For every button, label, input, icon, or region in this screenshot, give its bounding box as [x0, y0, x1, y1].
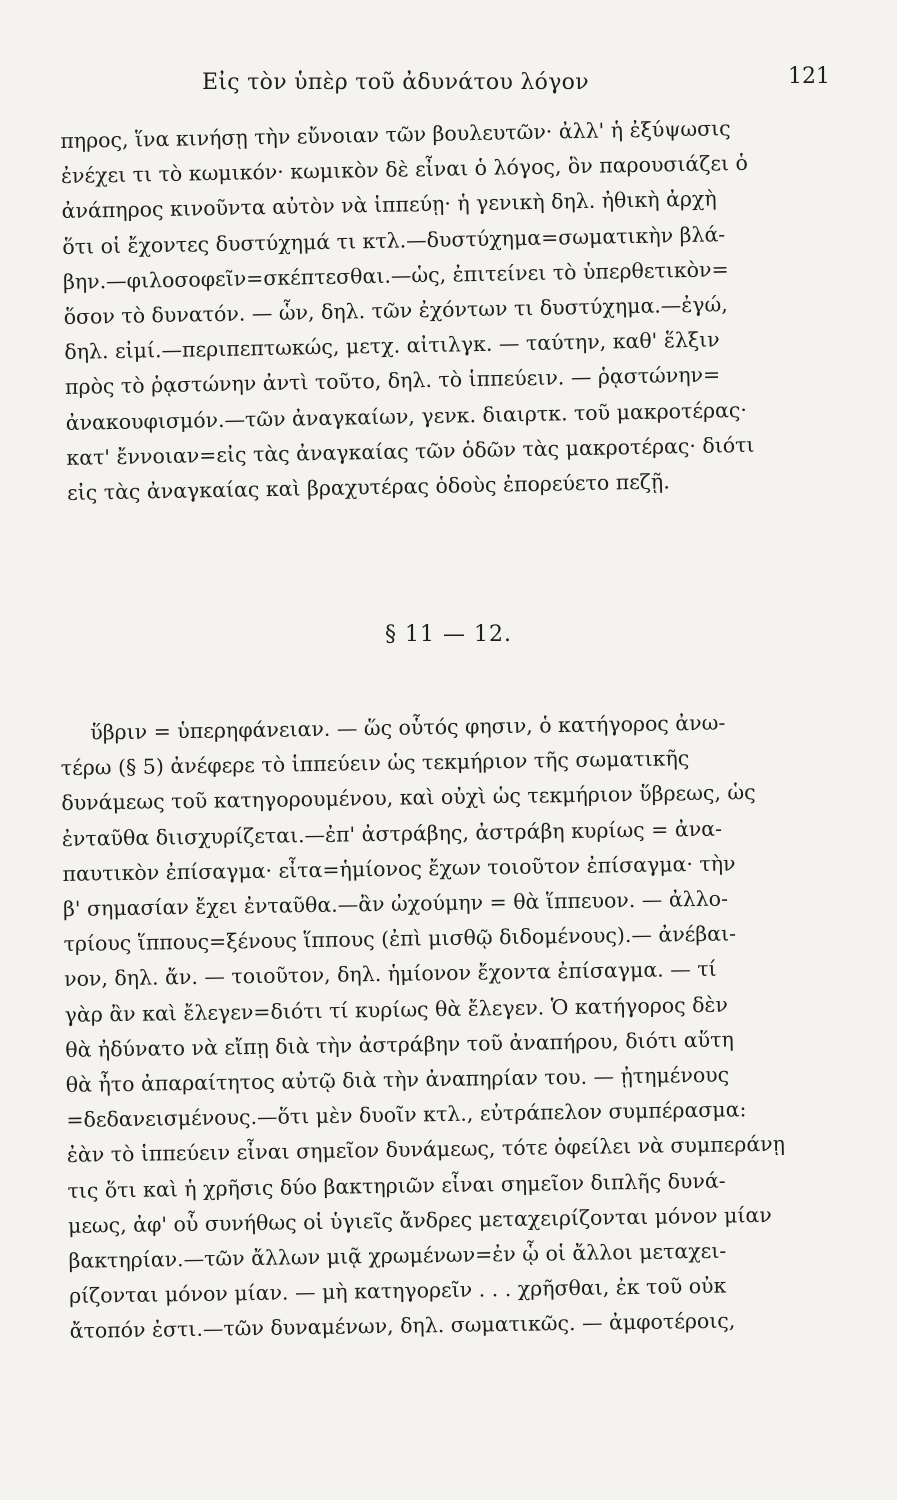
text-line: ἀνακουφισμόν.—τῶν ἀναγκαίων, γενκ. διαιρτκ. τοῦ μακροτέρας· [65, 397, 748, 435]
text-line: βακτηρίαν.—τῶν ἄλλων μιᾷ χρωμένων=ἐν ᾧ οἱ ἄλλοι μεταχει- [68, 1238, 727, 1273]
text-line: τρίους ἵππους=ξένους ἵππους (ἐπὶ μισθῷ διδομένους).— ἀνέβαι- [63, 921, 737, 957]
text-line: κατ' ἔννοιαν=εἰς τὰς ἀναγκαίας τῶν ὁδῶν τὰς μακροτέρας· διότι [66, 432, 755, 470]
text-line: ἐνταῦθα διισχυρίζεται.—ἐπ' ἀστράβης, ἀστράβη κυρίως = ἀνα- [61, 816, 723, 851]
text-line: τέρω (§ 5) ἀνέφερε τὸ ἱππεύειν ὡς τεκμήριον τῆς σωματικῆς [60, 746, 690, 781]
running-title: Εἰς τὸν ὑπὲρ τοῦ ἀδυνάτου λόγον [202, 70, 589, 95]
text-line: ἐὰν τὸ ἱππεύειν εἶναι σημεῖον δυνάμεως, τότε ὀφείλει νὰ συμπεράνῃ [66, 1132, 786, 1168]
text-line: πηρος, ἵνα κινήσῃ τὴν εὔνοιαν τῶν βουλευτῶν· ἀλλ' ἡ ἐξύψωσις [60, 116, 731, 153]
text-line: μεως, ἀφ' οὗ συνήθως οἱ ὑγιεῖς ἄνδρες μεταχειρίζονται μόνον μίαν [67, 1202, 772, 1238]
text-line: ἄτοπόν ἐστι.—τῶν δυναμένων, δηλ. σωματικῶς. — ἀμφοτέροις, [69, 1308, 736, 1344]
text-line: θὰ ἦτο ἀπαραίτητος αὐτῷ διὰ τὴν ἀναπηρίαν του. — ᾐτημένους [65, 1062, 730, 1097]
text-line: νον, δηλ. ἄν. — τοιοῦτον, δηλ. ἡμίονον ἔχοντα ἐπίσαγμα. — τί [63, 957, 717, 992]
text-line: δυνάμεως τοῦ κατηγορουμένου, καὶ οὐχὶ ὡς τεκμήριον ὕβρεως, ὡς [61, 780, 756, 816]
text-line: ἀνάπηρος κινοῦντα αὐτὸν νὰ ἱππεύῃ· ἡ γενικὴ δηλ. ἠθικὴ ἀρχὴ [61, 186, 717, 224]
text-line: εἰς τὰς ἀναγκαίας καὶ βραχυτέρας ὁδοὺς ἐπορεύετο πεζῇ. [66, 469, 670, 505]
text-line: τις ὅτι καὶ ἡ χρῆσις δύο βακτηριῶν εἶναι σημεῖον διπλῆς δυνά- [67, 1168, 726, 1203]
page-header [60, 64, 830, 104]
text-line: ὅσον τὸ δυνατόν. — ὧν, δηλ. τῶν ἐχόντων τι δυστύχημα.—ἐγώ, [63, 292, 729, 329]
commentary-block-2 [60, 704, 835, 1350]
page-number: 121 [788, 64, 830, 89]
text-line: β' σημασίαν ἔχει ἐνταῦθα.—ἂν ὠχούμην = θὰ ἵππευον. — ἀλλο- [62, 886, 729, 921]
text-line: βην.—φιλοσοφεῖν=σκέπτεσθαι.—ὡς, ἐπιτείνει τὸ ὑπερθετικὸν= [62, 257, 729, 294]
text-line: γὰρ ἂν καὶ ἔλεγεν=διότι τί κυρίως θὰ ἔλεγεν. Ὁ κατήγορος δὲν [64, 992, 729, 1027]
text-line: παυτικὸν ἐπίσαγμα· εἶτα=ἡμίονος ἔχων τοιοῦτον ἐπίσαγμα· τὴν [62, 851, 736, 886]
text-line: ρίζονται μόνον μίαν. — μὴ κατηγορεῖν . . . χρῆσθαι, ἐκ τοῦ οὐκ [68, 1273, 727, 1309]
text-line: ἐνέχει τι τὸ κωμικόν· κωμικὸν δὲ εἶναι ὁ λόγος, ὃν παρουσιάζει ὁ [60, 151, 749, 189]
text-line: ὕβριν = ὑπερηφάνειαν. — ὥς οὗτός φησιν, ὁ κατήγορος ἀνω- [90, 710, 726, 745]
text-line: θὰ ἠδύνατο νὰ εἴπῃ διὰ τὴν ἀστράβην τοῦ ἀναπήρου, διότι αὕτη [65, 1027, 734, 1062]
text-line: ὅτι οἱ ἔχοντες δυστύχημά τι κτλ.—δυστύχημα=σωματικὴν βλά- [62, 221, 726, 259]
text-line: πρὸς τὸ ῥᾳστώνην ἀντὶ τοῦτο, δηλ. τὸ ἱππεύειν. — ῥᾳστώνην= [64, 362, 721, 400]
commentary-block-1 [60, 109, 832, 511]
text-line: δηλ. εἰμί.—περιπεπτωκώς, μετχ. αἰτιλγκ. — ταύτην, καθ' ἕλξιν [64, 327, 720, 365]
text-line: =δεδανεισμένους.—ὅτι μὲν δυοῖν κτλ., εὐτράπελον συμπέρασμα: [66, 1097, 747, 1133]
section-heading: § 11 — 12. [385, 622, 512, 647]
